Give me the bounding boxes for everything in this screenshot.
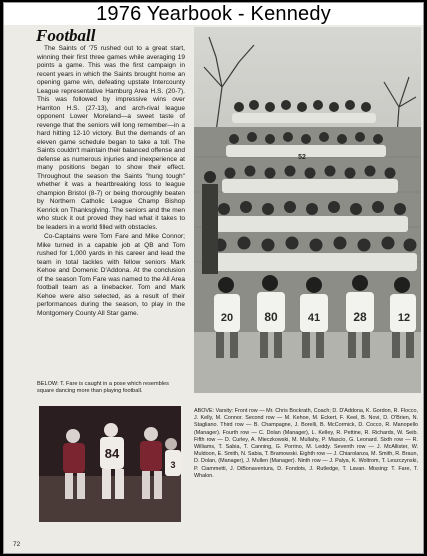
- caption-below: BELOW: T. Fare is caught in a pose which resembles square dancing more than playing football.: [37, 381, 169, 394]
- jersey-number: 80: [264, 310, 278, 324]
- team-photo-image: [194, 27, 421, 393]
- page-number: 72: [13, 541, 21, 548]
- jersey-number: 12: [397, 312, 411, 324]
- article-paragraph: The Saints of '75 rushed out to a great start, winning their first three games while averaging 19 points a game. This was the first campaign in recent years in which the Saints brought home an opening game win, defeating upstate Intercounty League representative Hamburg Area H.S. (20-7). This was followed by impressive wins over Harriton H.S. (27-13), and arch-rival league opponent Lower Moreland—a sweet taste of revenge that the seniors will long remember—in a hard hitting 12-10 victory. But the demands of an eleven game schedule began to take a toll. The Saints couldn't maintain their balanced offense and defense as numerous injuries and inexperience at many positions began to show their effect. Throughout the season the Saints "hung tough" whether it was a heartbreaking loss to league champion Bristol (8-7) or being thoroughly beaten by Northern Catholic League Champ Bishop Kenrick on Thanksgiving. The seniors and the men who stuck it out proved they had what it takes to be leaders in a world filled with obstacles.: [37, 45, 185, 231]
- jersey-number: 3: [170, 460, 176, 470]
- article-body: [37, 45, 185, 319]
- jersey-number: 41: [307, 312, 321, 324]
- jersey-number: 20: [220, 312, 234, 324]
- action-photo-image: [39, 406, 181, 522]
- action-photo: [39, 406, 181, 522]
- jersey-number: 28: [353, 310, 367, 324]
- page-banner: 1976 Yearbook - Kennedy: [4, 3, 423, 25]
- article-paragraph: Co-Captains were Tom Fare and Mike Connor; Mike turned in a capable job at QB and Tom rushed for 1,000 yards in his career and lead the team in total tackles with fellow seniors Mark Kehoe and Domenic D'Addona. At the conclusion of the season Tom Fare was named to the All Area football team as a linebacker. Tom and Mark Kehoe were also selected, as a result of their performances during the season, to play in the Montgomery County All Star game.: [37, 233, 185, 317]
- caption-above: ABOVE: Varsity: Front row — Mr. Chris Bockrath, Coach; D. D'Addona, K. Gordon, R. Flocco, J. Kelly, M. Connor. Second row — M. Kehoe, M. Eckert, F. Keel, B. Novi, D. O'Brien, N. Stagliano. Third row — B. Champagne, J. Borelli, B. McCormick, D. Cocco, R. Manopello (Manager). Fourth row — C. Dolan (Manager), L. Kelley, R. Pettine, R. Richards, W. Seib. Fifth row — D. Curley, A. Mieczkowski, M. Mullahy, P. Mascio, G. Leonard. Sixth row — R. Williams, T. Sabia, T. Canning, G. Porrino, M. Leddy. Seventh row — J. McAllister, W. Muldoon, E. Smith, N. Sabia, T. Bramowski. Eighth row — J. Chiarolanza, M. Smith, R. Braun, D. Dolan, (Manager), J. Mullen (Manager). Ninth row — J. Palya, K. Woltrom, T. Leszczynski, P. Ciammetti, J. DiBonaventura, D. Fondots, J. Rutledge, T. Lavan. Missing: T. Fare, T. Whalon.: [194, 408, 418, 479]
- section-title: Football: [36, 26, 96, 45]
- jersey-number: 52: [298, 154, 306, 161]
- team-photo: [194, 27, 421, 393]
- jersey-number: 84: [104, 446, 120, 461]
- yearbook-page: [3, 2, 424, 554]
